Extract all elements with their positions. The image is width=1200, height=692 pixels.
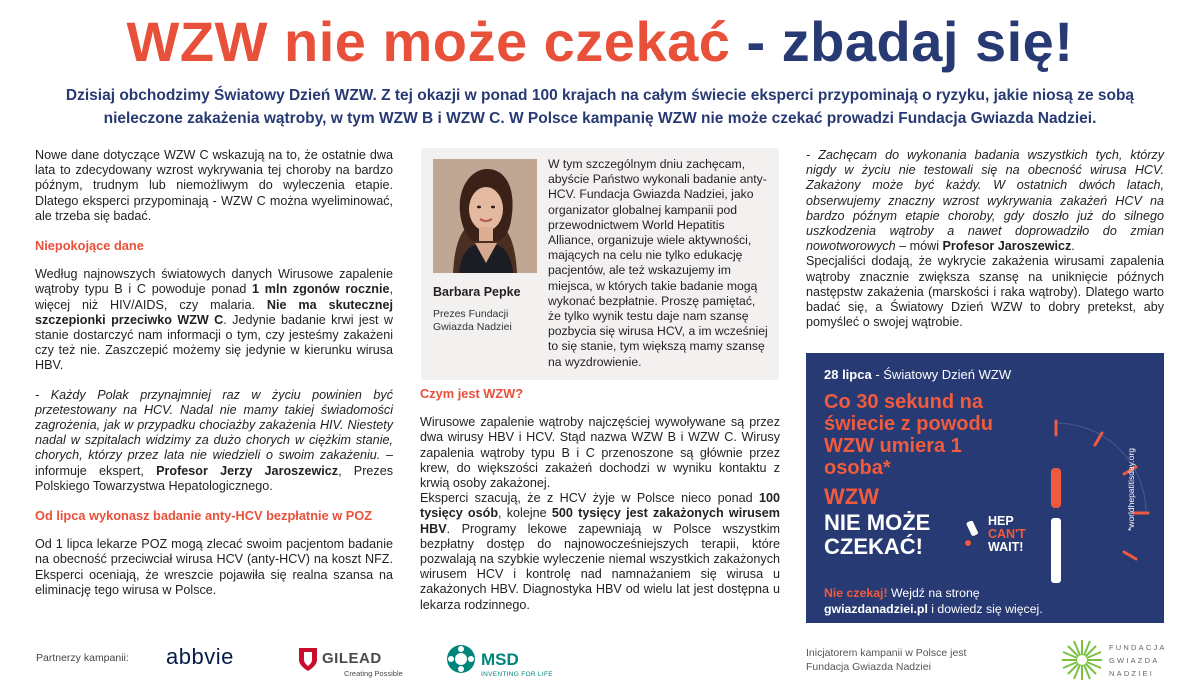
gilead-shield-icon: [296, 646, 320, 672]
hep-line-1: HEP: [988, 514, 1014, 528]
text-run: Eksperci szacują, że z HCV żyje w Polsce nieco ponad: [420, 491, 759, 506]
quote-person-name: Barbara Pepke: [433, 285, 521, 299]
lead-line-1: Dzisiaj obchodzimy Światowy Dzień WZW. Z tej okazji w ponad 100 krajach na całym świecie eksperci przypominają o ryzyku, jakie niosą ze sobą: [65, 87, 1135, 104]
column-right: [806, 148, 1164, 344]
text-run: – informuje ekspert,: [35, 448, 393, 478]
banner-date: [824, 367, 1011, 382]
quote-text: W tym szczególnym dniu zachęcam, abyście Państwo wykonali badanie anty-HCV. Fundacja Gwiazda Nadziei, jako organizator globalnej kampanii pod przewodnictwem World Hepatitis Alliance, organizuje wiele aktywności, mających na celu nie tylko edukację pacjentów, ale też wskazujemy im miejsca, w których takie badanie mogą wykonać bezpłatnie. Proszę pamiętać, że tylko wynik testu daje nam szansę pozbycia się wirusa HCV, a im wcześniej to się stanie, tym większą mamy szansę na wyzdrowienie.: [548, 157, 768, 369]
column-left: [35, 148, 393, 612]
bold-run: Profesor Jerzy Jaroszewicz: [156, 463, 339, 478]
intro-paragraph: Nowe dane dotyczące WZW C wskazują na to, że ostatnie dwa lata to zdecydowany wzrost wykrywania tej choroby na bardzo późnym, trudnym lub niemożliwym do wyleczenia etapie. Dlatego eksperci przypominają - WZW C można wyeliminować, ale trzeba się badać.: [35, 148, 393, 223]
subheading-free-test: Od lipca wykonasz badanie anty-HCV bezpłatnie w POZ: [35, 508, 373, 524]
data-paragraph: [35, 267, 393, 373]
subheading-worrying-data: Niepokojące dane: [35, 238, 144, 254]
text-run: , Prezes Polskiego Towarzystwa Hepatologicznego.: [35, 463, 393, 493]
column-middle: [420, 386, 780, 627]
headline-part-blue: - zbadaj się!: [730, 10, 1074, 73]
estimates-paragraph: [420, 491, 780, 613]
headline: [0, 6, 1200, 78]
msd-logo-text: MSD: [481, 650, 519, 669]
bold-run: 100 tysięcy osób: [420, 491, 780, 521]
banner-cta-red: Nie czekaj!: [824, 586, 888, 600]
lead-line-2: nieleczone zakażenia wątroby, w tym WZW B i WZW C. W Polsce kampanię WZW nie może czekać prowadzi Fundacja Gwiazda Nadziei.: [103, 110, 1097, 127]
quote-person-role: Prezes Fundacji Gwiazda Nadziei: [433, 308, 512, 333]
bold-run: 1 mln zgonów rocznie: [252, 282, 390, 297]
hep-cant-wait-badge: [988, 515, 1026, 554]
bold-run: 500 tysięcy jest zakażonych wirusem HBV: [420, 506, 781, 536]
gilead-tagline: Creating Possible: [344, 669, 403, 678]
subheading-what-is-wzw: Czym jest WZW?: [420, 386, 524, 401]
text-run: , więcej niż HIV/AIDS, czy malaria.: [35, 282, 393, 312]
hep-line-3: WAIT!: [988, 540, 1024, 554]
campaign-banner: [806, 353, 1164, 623]
banner-date-rest: - Światowy Dzień WZW: [871, 367, 1012, 382]
bold-run: Profesor Jaroszewicz: [942, 239, 1072, 254]
banner-source-note: *worldhepatitisday.org: [1126, 448, 1136, 531]
jaroszewicz-quote-paragraph: [806, 148, 1164, 254]
what-is-paragraph: Wirusowe zapalenie wątroby najczęściej wywoływane są przez dwa wirusy HBV i HCV. Stąd nazwa WZW B i WZW C. Wirusy zapalenia wątroby typu B i C przenoszone są głównie przez krew, do większości zakażeń dochodzi w wyniku kontaktu z krwią osoby zakażonej.: [420, 415, 780, 491]
initiator-note: Inicjatorem kampanii w Polsce jest Fundacja Gwiazda Nadziei: [806, 647, 967, 673]
bold-run: Nie ma skutecznej szczepionki przeciwko WZW C: [35, 297, 393, 327]
text-run: . Programy lekowe zapewniają w Polsce wszystkim bezpłatny dostęp do najnowocześniejszych terapii, które pozwalają na szybkie wyleczenie niemal wszystkich zakażonych wirusem HCV i kontrolę nad namnażaniem się wirusa u zakażonych HBV. Diagnostyka HBV od wielu lat jest dostępna u lekarza rodzinnego.: [420, 521, 780, 612]
lead-paragraph: [20, 84, 1180, 130]
banner-slogan-wzw: WZW: [824, 484, 879, 509]
banner-cta-text-2: i dowiedz się więcej.: [927, 602, 1043, 616]
exclamation-icon: [962, 521, 984, 547]
banner-footer: [824, 585, 1043, 617]
text-run: Według najnowszych światowych danych Wirusowe zapalenie wątroby typu B i C powoduje ponad: [35, 267, 393, 297]
text-run: , kolejne: [498, 506, 552, 521]
msd-tagline: INVENTING FOR LIFE: [481, 671, 553, 678]
fundacja-line-3: NADZIEI: [1109, 669, 1154, 678]
fundacja-line-2: GWIAZDA: [1109, 656, 1160, 665]
msd-logo-icon: [446, 644, 476, 674]
abbvie-logo: abbvie: [166, 644, 234, 669]
italic-run: - Każdy Polak przynajmniej raz w życiu powinien być przetestowany na HCV. Nadal nie mamy takiej świadomości zagrożenia, jak w przypadku chociażby zakażenia HIV. Niestety nadal w szpitalach widzimy za dużo chorych w ciężkim stanie, chorych, którzy przez lata nie wiedzieli o swoim zakażeniu.: [35, 387, 393, 463]
gilead-logo-text: GILEAD: [322, 650, 382, 667]
banner-cta-text: Wejdź na stronę: [887, 586, 980, 600]
expert-quote-paragraph: [35, 388, 393, 494]
banner-date-bold: 28 lipca: [824, 367, 872, 382]
fundacja-star-logo-icon: [1060, 638, 1104, 682]
portrait-photo: [433, 159, 537, 273]
text-run: .: [1071, 239, 1075, 254]
banner-slogan-text: NIE MOŻE CZEKAĆ!: [824, 510, 931, 559]
banner-url-link[interactable]: gwiazdanadziei.pl: [824, 602, 928, 616]
fundacja-logo-text: [1109, 641, 1167, 680]
text-run: . Jedynie badanie krwi jest w stanie dostarczyć nam informacji o tym, czy jesteśmy zakażeni czy też nie. Zaszczepić możemy się jedynie w kierunku wirusa HBV.: [35, 312, 393, 373]
poz-paragraph: Od 1 lipca lekarze POZ mogą zlecać swoim pacjentom badanie na obecność przeciwciał wirusa HCV (anty-HCV) na koszt NFZ. Eksperci oceniają, że wreszcie pojawiła się realna szansa na eliminację tego wirusa w Polsce.: [35, 537, 393, 597]
quote-box: [421, 148, 779, 380]
specialists-paragraph: Specjaliści dodają, że wykrycie zakażenia wirusami zapalenia wątroby znacznie zwiększa szansę na uniknięcie późnych następstw zakażenia (marskości i raka wątroby). Dlatego warto badać się, a Światowy Dzień WZW to dobry pretekst, aby pomyśleć o swojej wątrobie.: [806, 254, 1164, 330]
text-run: – mówi: [895, 239, 943, 254]
fundacja-line-1: FUNDACJA: [1109, 643, 1167, 652]
headline-part-red: WZW nie może czekać: [126, 10, 731, 73]
partners-label: Partnerzy kampanii:: [36, 652, 129, 664]
italic-run: - Zachęcam do wykonania badania wszystkich tych, którzy nigdy w życiu nie testowali się na obecność wirusa HCV. Zakażony może być każdy. W ostatnich dwóch latach, obserwujemy znaczny wzrost wykrywania zakażeń HCV na bardzo późnym etapie choroby, gdy doszło już do silnego uszkodzenia wątroby a nawet doprowadziło do zmian nowotworowych: [806, 148, 1164, 254]
banner-statistic: Co 30 sekund na świecie z powodu WZW umiera 1 osoba*: [824, 391, 993, 479]
hep-line-2: CAN'T: [988, 527, 1026, 541]
